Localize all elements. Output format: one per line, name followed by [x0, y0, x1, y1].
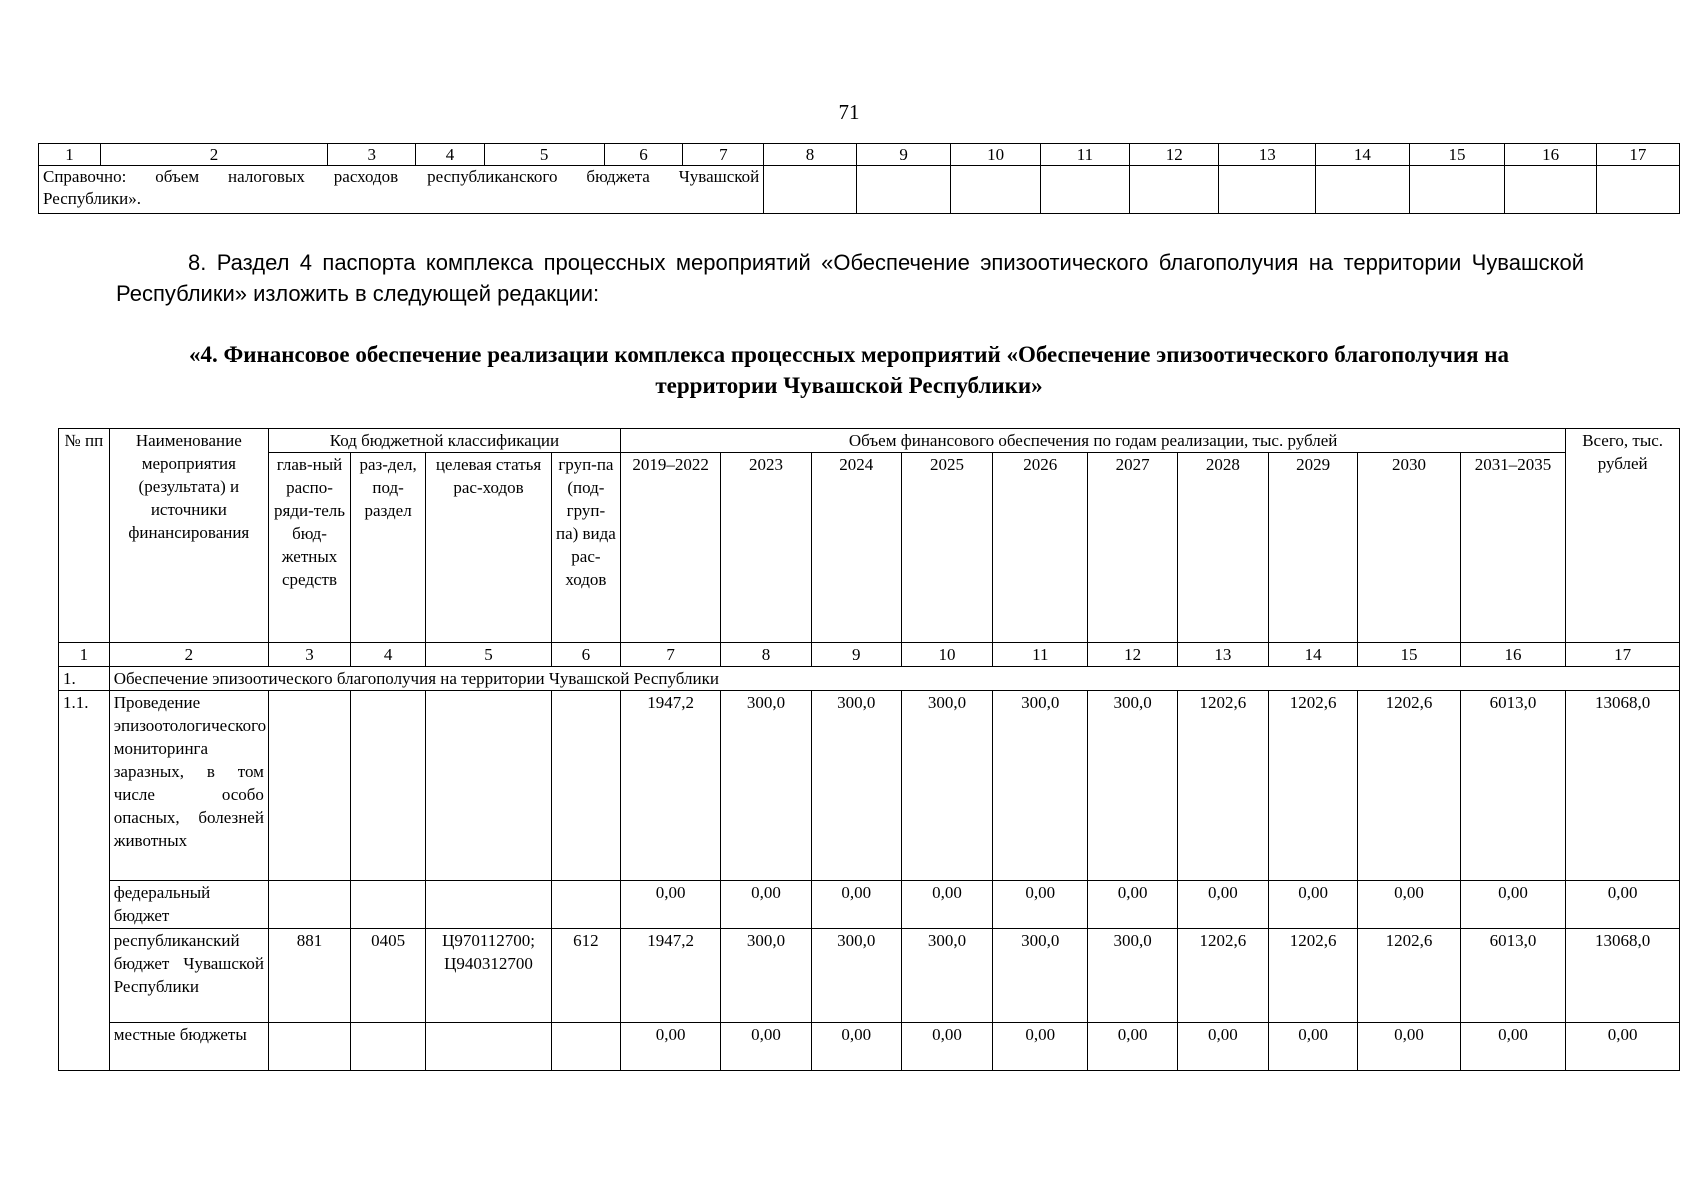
value-cell: 300,0 — [811, 929, 901, 1023]
col-number: 12 — [1130, 144, 1219, 166]
col-number: 1 — [39, 144, 101, 166]
section-row — [59, 667, 1680, 691]
value-cell: 1947,2 — [620, 929, 720, 1023]
value-cell: 0,00 — [993, 1023, 1088, 1071]
reference-text-end: Республики». — [43, 189, 142, 208]
code-cell — [551, 1023, 620, 1071]
amendment-text: 8. Раздел 4 паспорта комплекса процессных мероприятий «Обеспечение эпизоотического благополучия на территории Чувашской Республики» изложить в следующей редакции: — [116, 250, 1584, 306]
section-title: Обеспечение эпизоотического благополучия на территории Чувашской Республики — [109, 667, 1679, 691]
table-row — [59, 691, 1680, 881]
code-cell: 881 — [268, 929, 350, 1023]
code-cell — [268, 881, 350, 929]
section-number: 1. — [59, 667, 110, 691]
col-number: 3 — [268, 643, 350, 667]
empty-cell — [1596, 166, 1679, 214]
col-number: 17 — [1566, 643, 1680, 667]
col-number: 11 — [993, 643, 1088, 667]
code-cell — [426, 881, 552, 929]
empty-cell — [1040, 166, 1129, 214]
code-cell — [426, 691, 552, 881]
value-cell: 1202,6 — [1358, 929, 1460, 1023]
col-number: 3 — [328, 144, 416, 166]
value-cell: 300,0 — [993, 929, 1088, 1023]
col-number: 4 — [416, 144, 484, 166]
empty-cell — [951, 166, 1040, 214]
col-number: 13 — [1219, 144, 1316, 166]
row-name: республиканский бюджет Чувашской Республики — [109, 929, 268, 1023]
empty-cell — [1505, 166, 1596, 214]
header-code: раз-дел, под-раздел — [351, 453, 426, 643]
value-cell: 0,00 — [1460, 1023, 1566, 1071]
value-cell: 13068,0 — [1566, 929, 1680, 1023]
value-cell: 0,00 — [1088, 881, 1177, 929]
value-cell: 0,00 — [620, 881, 720, 929]
col-number: 11 — [1040, 144, 1129, 166]
value-cell: 300,0 — [901, 691, 992, 881]
row-number: 1.1. — [59, 691, 110, 1071]
row-name: местные бюджеты — [109, 1023, 268, 1071]
code-cell — [351, 1023, 426, 1071]
row-name: Проведение эпизоотологического мониторинга заразных, в том числе особо опасных, болезней животных — [109, 691, 268, 881]
value-cell: 300,0 — [811, 691, 901, 881]
col-number: 2 — [109, 643, 268, 667]
col-number: 5 — [426, 643, 552, 667]
col-number: 10 — [901, 643, 992, 667]
value-cell: 0,00 — [1566, 1023, 1680, 1071]
reference-row — [39, 166, 1680, 214]
code-cell: Ц970112700; Ц940312700 — [426, 929, 552, 1023]
code-cell — [351, 691, 426, 881]
col-number: 16 — [1505, 144, 1596, 166]
continuation-header-row — [39, 144, 1680, 166]
continuation-table — [38, 143, 1680, 214]
header-total: Всего, тыс. рублей — [1566, 429, 1680, 643]
value-cell: 1202,6 — [1269, 929, 1358, 1023]
value-cell: 300,0 — [1088, 691, 1177, 881]
value-cell: 300,0 — [721, 929, 811, 1023]
value-cell: 0,00 — [1177, 1023, 1268, 1071]
value-cell: 1202,6 — [1269, 691, 1358, 881]
value-cell: 0,00 — [1566, 881, 1680, 929]
section-heading: «4. Финансовое обеспечение реализации комплекса процессных мероприятий «Обеспечение эпизоотического благополучия на территории Чувашской Республики» — [188, 342, 1510, 398]
table-row — [59, 929, 1680, 1023]
col-number: 17 — [1596, 144, 1679, 166]
col-number: 8 — [721, 643, 811, 667]
header-year: 2028 — [1177, 453, 1268, 643]
header-year: 2031–2035 — [1460, 453, 1566, 643]
table-row — [59, 881, 1680, 929]
col-number: 1 — [59, 643, 110, 667]
value-cell: 0,00 — [620, 1023, 720, 1071]
value-cell: 300,0 — [993, 691, 1088, 881]
col-number: 14 — [1316, 144, 1410, 166]
col-number: 14 — [1269, 643, 1358, 667]
code-cell — [268, 1023, 350, 1071]
header-year: 2023 — [721, 453, 811, 643]
value-cell: 6013,0 — [1460, 691, 1566, 881]
value-cell: 13068,0 — [1566, 691, 1680, 881]
col-number: 7 — [683, 144, 764, 166]
value-cell: 0,00 — [1177, 881, 1268, 929]
header-year: 2027 — [1088, 453, 1177, 643]
col-number: 16 — [1460, 643, 1566, 667]
value-cell: 0,00 — [811, 881, 901, 929]
value-cell: 300,0 — [901, 929, 992, 1023]
code-cell: 612 — [551, 929, 620, 1023]
empty-cell — [1409, 166, 1505, 214]
value-cell: 300,0 — [721, 691, 811, 881]
reference-cell — [39, 166, 764, 214]
header-year: 2029 — [1269, 453, 1358, 643]
value-cell: 0,00 — [993, 881, 1088, 929]
column-number-row — [59, 643, 1680, 667]
code-cell — [551, 881, 620, 929]
empty-cell — [1219, 166, 1316, 214]
empty-cell — [1130, 166, 1219, 214]
value-cell: 0,00 — [1460, 881, 1566, 929]
header-year: 2030 — [1358, 453, 1460, 643]
code-cell: 0405 — [351, 929, 426, 1023]
col-number: 6 — [604, 144, 683, 166]
header-year: 2024 — [811, 453, 901, 643]
value-cell: 0,00 — [1358, 881, 1460, 929]
empty-cell — [856, 166, 951, 214]
row-name: федеральный бюджет — [109, 881, 268, 929]
header-year: 2025 — [901, 453, 992, 643]
header-code: глав-ный распо-ряди-тель бюд-жетных средств — [268, 453, 350, 643]
col-number: 6 — [551, 643, 620, 667]
col-number: 2 — [101, 144, 328, 166]
value-cell: 300,0 — [1088, 929, 1177, 1023]
header-code: груп-па (под-груп-па) вида рас-ходов — [551, 453, 620, 643]
page-number: 71 — [838, 100, 860, 124]
header-row-sub — [59, 453, 1680, 643]
financing-table — [58, 428, 1680, 1071]
col-number: 5 — [484, 144, 604, 166]
value-cell: 0,00 — [901, 881, 992, 929]
col-number: 10 — [951, 144, 1040, 166]
value-cell: 0,00 — [721, 1023, 811, 1071]
empty-cell — [1316, 166, 1410, 214]
value-cell: 1202,6 — [1177, 929, 1268, 1023]
reference-text: Справочно: объем налоговых расходов республиканского бюджета Чувашской — [43, 167, 760, 186]
col-number: 9 — [856, 144, 951, 166]
value-cell: 0,00 — [1269, 1023, 1358, 1071]
value-cell: 6013,0 — [1460, 929, 1566, 1023]
col-number: 8 — [764, 144, 857, 166]
value-cell: 0,00 — [901, 1023, 992, 1071]
code-cell — [268, 691, 350, 881]
code-cell — [426, 1023, 552, 1071]
header-volume-group: Объем финансового обеспечения по годам реализации, тыс. рублей — [620, 429, 1565, 453]
value-cell: 0,00 — [1269, 881, 1358, 929]
col-number: 13 — [1177, 643, 1268, 667]
header-row-groups — [59, 429, 1680, 453]
col-number: 15 — [1409, 144, 1505, 166]
empty-cell — [764, 166, 857, 214]
table-row — [59, 1023, 1680, 1071]
value-cell: 1947,2 — [620, 691, 720, 881]
code-cell — [551, 691, 620, 881]
value-cell: 1202,6 — [1177, 691, 1268, 881]
value-cell: 0,00 — [1088, 1023, 1177, 1071]
header-year: 2026 — [993, 453, 1088, 643]
col-number: 7 — [620, 643, 720, 667]
code-cell — [351, 881, 426, 929]
col-number: 4 — [351, 643, 426, 667]
header-year: 2019–2022 — [620, 453, 720, 643]
value-cell: 0,00 — [721, 881, 811, 929]
col-number: 15 — [1358, 643, 1460, 667]
amendment-paragraph — [116, 247, 1584, 309]
header-name: Наименование мероприятия (результата) и источники финансирования — [109, 429, 268, 643]
header-code: целевая статья рас-ходов — [426, 453, 552, 643]
value-cell: 0,00 — [1358, 1023, 1460, 1071]
value-cell: 0,00 — [811, 1023, 901, 1071]
col-number: 9 — [811, 643, 901, 667]
col-number: 12 — [1088, 643, 1177, 667]
header-code-group: Код бюджетной классификации — [268, 429, 620, 453]
header-num: № пп — [59, 429, 110, 643]
value-cell: 1202,6 — [1358, 691, 1460, 881]
